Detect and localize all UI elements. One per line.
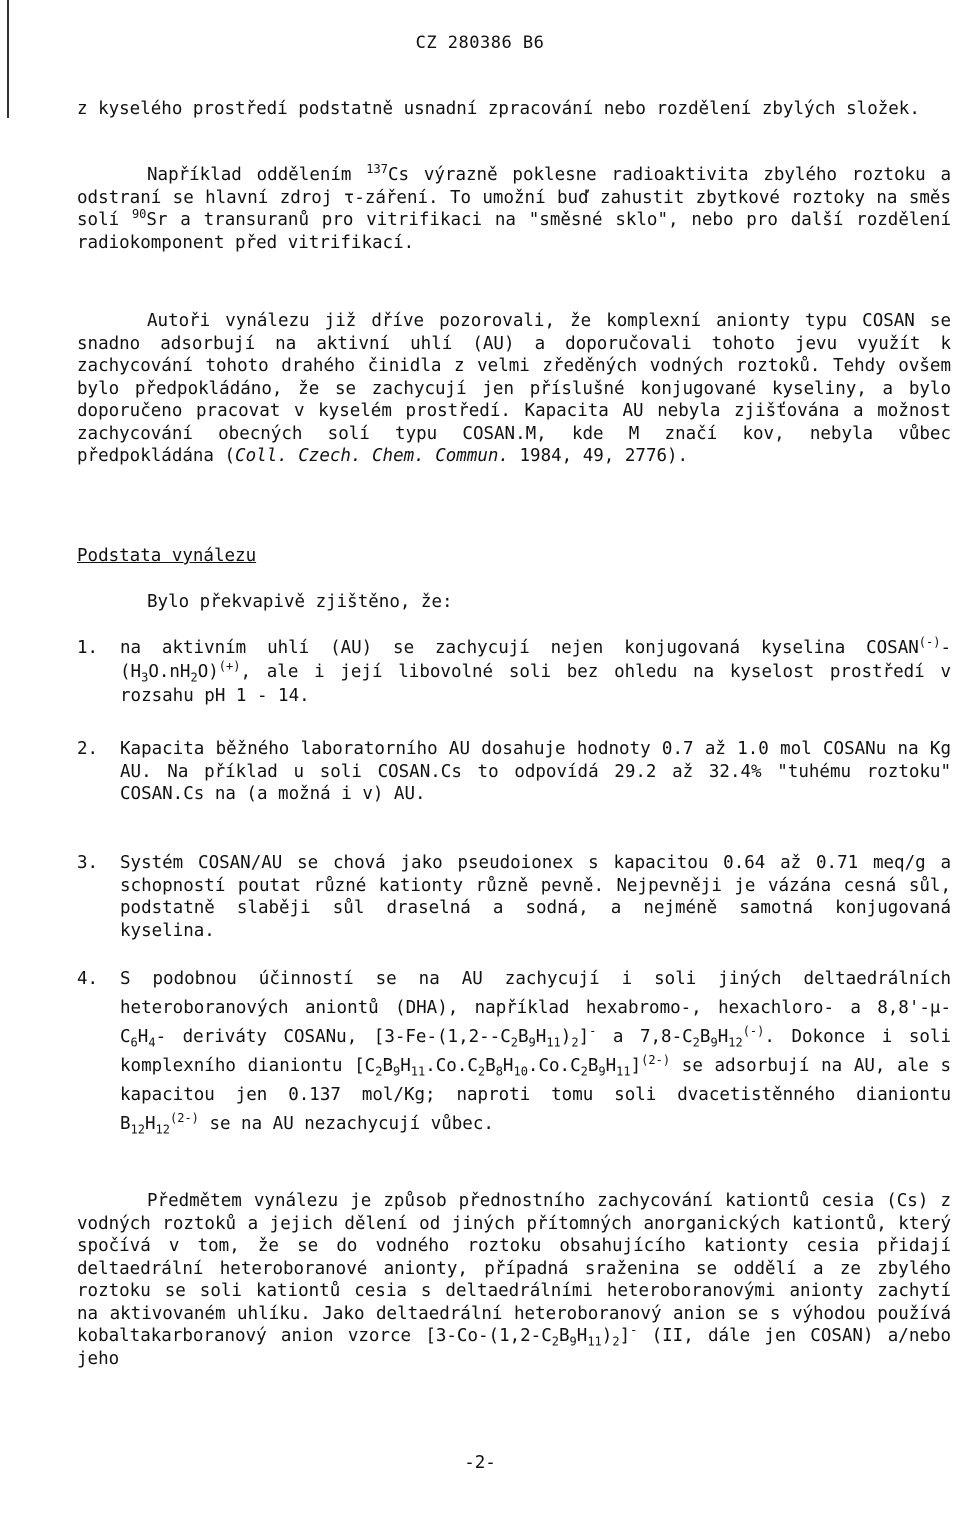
paragraph-invention-subject: Předmětem vynálezu je způsob přednostního zachycování kationtů cesia (Cs) z vodných roztoků a jejich dělení od jiných přítomných anorganických kationtů, který spočívá v tom, že se do vodného roztoku obsahujícího kationty cesia přidají deltaedrální heteroboranové anionty, případná sraženina se oddělí a ze zbylého roztoku se soli kationtů cesia s deltaedrálními heteroboranovými anionty zachytí na aktivovaném uhlíku. Jako deltaedrální heteroboranový anion se s výhodou používá kobaltakarboranový anion vzorce $[3-Co-(1,2-C_2B_9H_{11})_2]^-$ (II, dále jen COSAN) a/nebo jeho: [77, 1191, 951, 1369]
list-number: 4.: [77, 969, 99, 989]
list-item-4: [77, 965, 951, 1139]
list-number: 3.: [77, 853, 99, 873]
paragraph-prior-work: Autoři vynálezu již dříve pozorovali, že komplexní anionty typu COSAN se snadno adsorbují na aktivní uhlí (AU) a doporučovali tohoto jevu využít k zachycování tohoto drahého činidla z velmi zředěných vodných roztoků. Tehdy ovšem bylo předpokládáno, že se zachycují jen příslušné konjugované kyseliny, a bylo doporučeno pracovat v kyselém prostředí. Kapacita AU nebyla zjišťována a možnost zachycování obecných solí typu COSAN.M, kde M značí kov, nebyla vůbec předpokládána (Coll. Czech. Chem. Commun. 1984, 49, 2776).: [77, 311, 951, 466]
list-number: 1.: [77, 638, 99, 658]
list-item-text: S podobnou účinností se na AU zachycují i soli jiných deltaedrálních heteroboranových aniontů (DHA), například hexabromo-, hexachloro- a $8,8'-\mu-C_6H_4-$ deriváty COSANu, $[3-Fe-(1,2--C_2B_9H_{11})_2]^-$ a $7,8-C_2B_9H_{12}^{(-)}$. Dokonce i soli komplexního dianiontu $[C_2B_9H_{11}.Co.C_2B_8H_{10}.Co.C_2B_9H_{11}]^{(2-)}$ se adsorbují na AU, ale s kapacitou jen 0.137 mol/Kg; naproti tomu soli dvacetistěnného dianiontu $B_{12}H_{12}^{(2-)}$ se na AU nezachycují vůbec.: [120, 969, 951, 1137]
list-item-text: Systém COSAN/AU se chová jako pseudoionex s kapacitou 0.64 až 0.71 meq/g a schopností poutat různé kationty různě pevně. Nejpevněji je vázána cesná sůl, podstatně slaběji sůl draselná a sodná, a nejméně samotná konjugovaná kyselina.: [120, 853, 951, 941]
page-number: -2-: [464, 1453, 496, 1473]
list-item-1: [77, 636, 951, 708]
list-item-text: na aktivním uhlí (AU) se zachycují nejen konjugovaná kyselina $COSAN^{(-)}-(H_3O.nH_2O)^{(+)}$, ale i její libovolné soli bez ohledu na kyselost prostředí v rozsahu pH 1 - 14.: [120, 635, 951, 706]
paragraph-intro: z kyselého prostředí podstatně usnadní zpracování nebo rozdělení zbylých složek.: [77, 99, 920, 119]
binding-margin-line: [7, 0, 9, 118]
paragraph-cesium-separation: Například oddělením $^{137}$Cs výrazně poklesne radioaktivita zbylého roztoku a odstraní se hlavní zdroj τ-záření. To umožní buď zahustit zbytkové roztoky na směs solí $^{90}$Sr a transuranů pro vitrifikaci na "směsné sklo", nebo pro další rozdělení radiokomponent před vitrifikací.: [77, 162, 951, 253]
list-item-3: [77, 852, 951, 942]
list-item-2: [77, 738, 951, 806]
section-lead: Bylo překvapivě zjištěno, že:: [147, 592, 453, 612]
journal-citation: Coll. Czech. Chem. Commun.: [235, 446, 509, 466]
list-number: 2.: [77, 739, 99, 759]
section-heading: Podstata vynálezu: [77, 546, 257, 566]
list-item-text: Kapacita běžného laboratorního AU dosahuje hodnoty 0.7 až 1.0 mol COSANu na Kg AU. Na příklad u soli COSAN.Cs to odpovídá 29.2 až 32.4% "tuhému roztoku" COSAN.Cs na (a možná i v) AU.: [120, 739, 951, 804]
document-number: CZ 280386 B6: [415, 33, 545, 53]
